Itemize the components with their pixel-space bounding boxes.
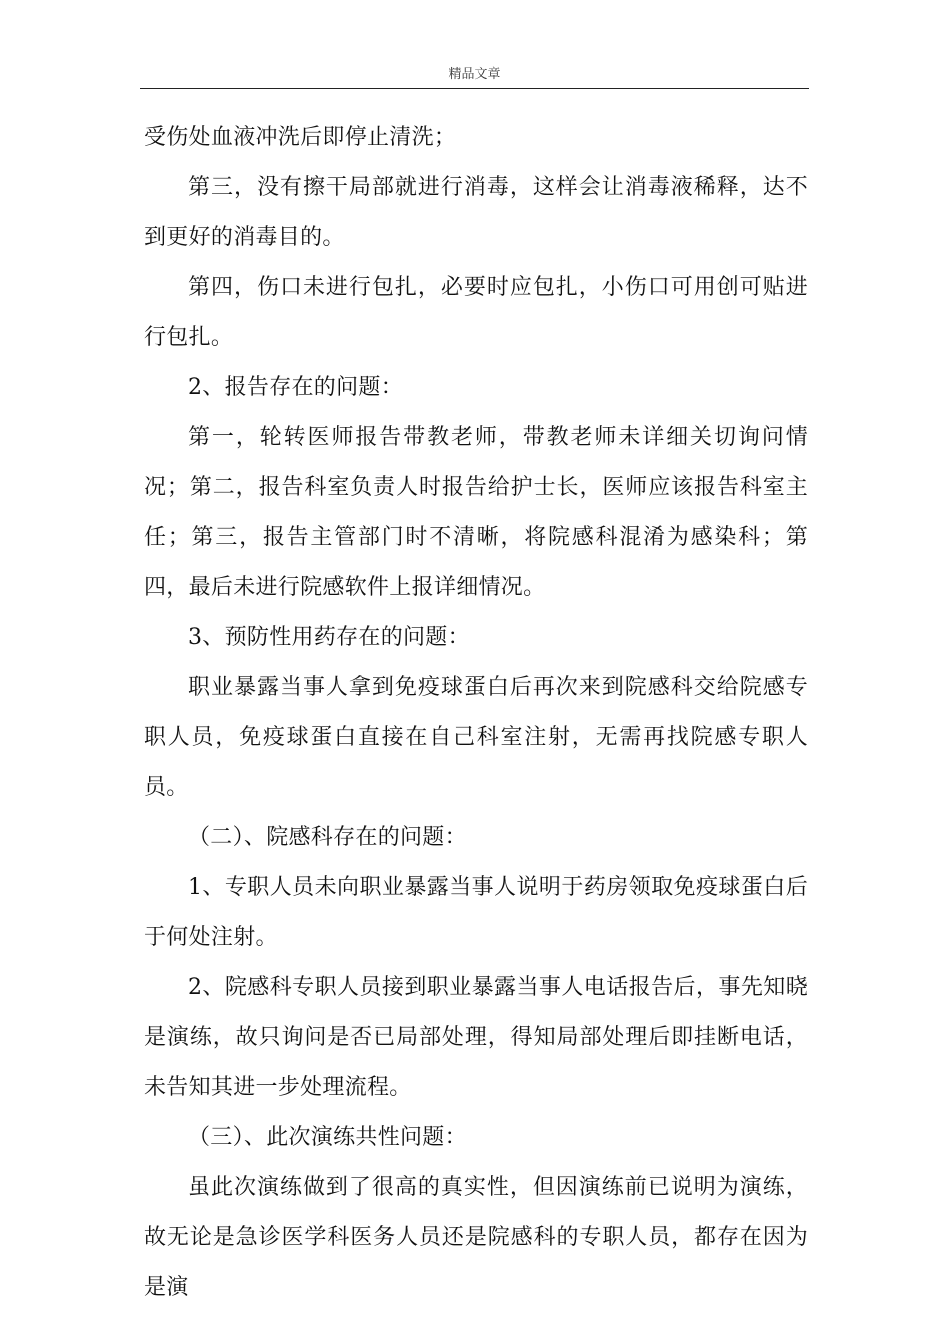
paragraph-1: 受伤处血液冲洗后即停止清洗；: [144, 125, 457, 150]
section-heading-report-issues: 2、报告存在的问题：: [188, 375, 403, 400]
paragraph-8: 虽此次演练做到了很高的真实性，但因演练前已说明为演练，故无论是急诊医学科医务人员还是院感科的专职人员，都存在因为是演: [144, 1175, 808, 1300]
paragraph-2: 第三，没有擦干局部就进行消毒，这样会让消毒液稀释，达不到更好的消毒目的。: [144, 175, 808, 250]
paragraph-3: 第四，伤口未进行包扎，必要时应包扎，小伤口可用创可贴进行包扎。: [144, 275, 808, 350]
paragraph-4: 第一，轮转医师报告带教老师，带教老师未详细关切询问情况；第二，报告科室负责人时报告给护士长，医师应该报告科室主任；第三，报告主管部门时不清晰，将院感科混淆为感染科；第四，最后未进行院感软件上报详细情况。: [144, 425, 808, 600]
paragraph-5: 职业暴露当事人拿到免疫球蛋白后再次来到院感科交给院感专职人员，免疫球蛋白直接在自己科室注射，无需再找院感专职人员。: [144, 675, 808, 800]
paragraph-7: 2、院感科专职人员接到职业暴露当事人电话报告后，事先知晓是演练，故只询问是否已局部处理，得知局部处理后即挂断电话，未告知其进一步处理流程。: [144, 975, 808, 1100]
page-header: [140, 66, 809, 89]
header-title: 精品文章: [448, 67, 501, 82]
section-heading-infection-dept-issues: （二）、院感科存在的问题：: [188, 825, 467, 850]
paragraph-6: 1、专职人员未向职业暴露当事人说明于药房领取免疫球蛋白后于何处注射。: [144, 875, 808, 950]
document-body: [144, 113, 808, 1313]
section-heading-common-issues: （三）、此次演练共性问题：: [188, 1125, 467, 1150]
section-heading-medication-issues: 3、预防性用药存在的问题：: [188, 625, 470, 650]
